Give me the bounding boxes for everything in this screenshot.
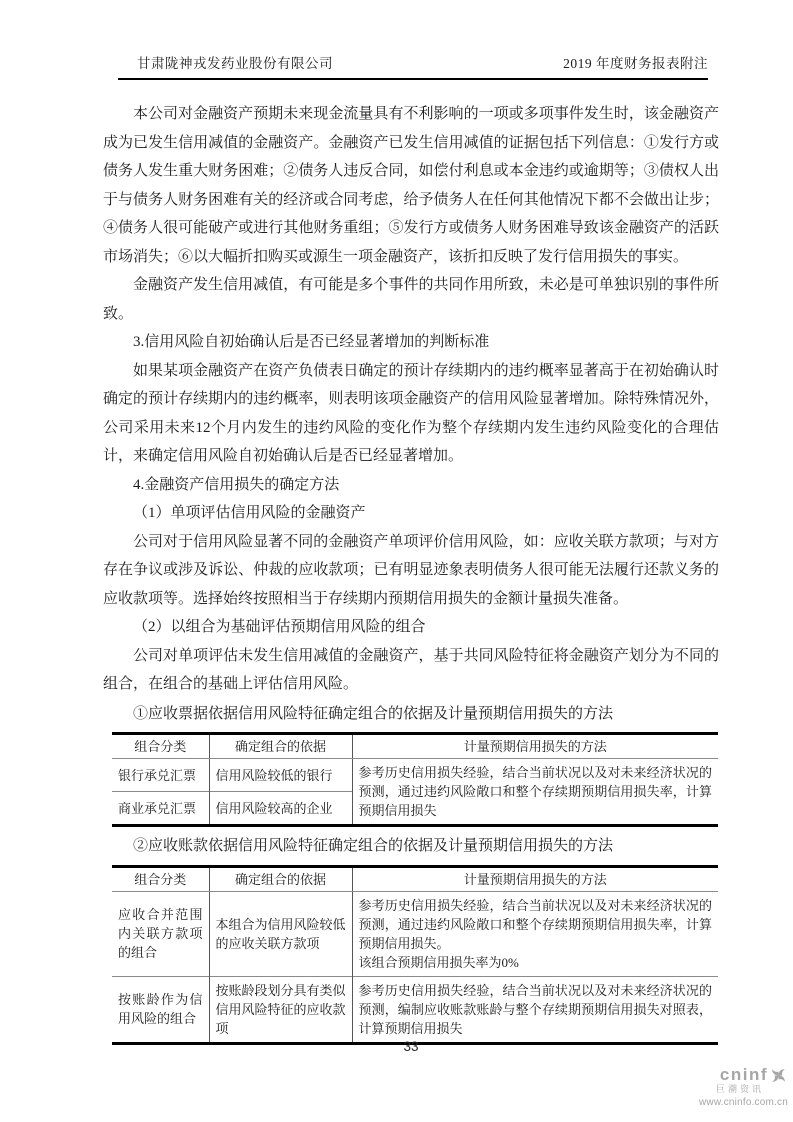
company-name: 甘肃陇神戎发药业股份有限公司	[137, 56, 333, 71]
paragraph-multiple-events: 金融资产发生信用减值，有可能是多个事件的共同作用所致，未必是可单独识别的事件所致。	[103, 277, 719, 322]
cninfo-logo-row	[688, 1066, 788, 1085]
heading-individual-assessment: （1）单项评估信用风险的金融资产	[133, 505, 366, 521]
cell-basis: 信用风险较低的银行	[209, 759, 352, 792]
table-row	[112, 891, 718, 976]
table1-caption: ①应收票据依据信用风险特征确定组合的依据及计量预期信用损失的方法	[133, 705, 614, 722]
method-text: 参考历史信用损失经验，结合当前状况以及对未来经济状况的预测，通过违约风险敞口和整个存续期预期信用损失率，计算预期信用损失。	[358, 897, 712, 951]
table-row	[112, 976, 718, 1043]
column-header-method: 计量预期信用损失的方法	[352, 866, 718, 891]
table-header-row	[112, 866, 718, 891]
cninfo-logo	[688, 1066, 788, 1108]
cell-basis: 信用风险较高的企业	[209, 792, 352, 826]
cell-method	[352, 976, 718, 1043]
paragraph-portfolio-assessment: 公司对单项评估未发生信用减值的金融资产，基于共同风险特征将金融资产划分为不同的组合，在组合的基础上评估信用风险。	[103, 647, 719, 692]
heading-credit-risk-criteria: 3.信用风险自初始确认后是否已经显著增加的判断标准	[133, 334, 490, 350]
column-header-method: 计量预期信用损失的方法	[352, 734, 718, 759]
paragraph-default-probability: 如果某项金融资产在资产负债表日确定的预计存续期内的违约概率显著高于在初始确认时确定的预计存续期内的违约概率，则表明该项金融资产的信用风险显著增加。除特殊情况外，公司采用未来12个月内发生的违约风险的变化作为整个存续期内发生违约风险变化的合理估计，来确定信用风险自初始确认后是否已经显著增加。	[103, 362, 719, 464]
cell-category: 按账龄作为信用风险的组合	[112, 976, 209, 1043]
notes-receivable-table	[112, 732, 718, 827]
page-number: 33	[403, 1039, 419, 1054]
report-title: 2019 年度财务报表附注	[563, 56, 708, 71]
cell-category: 银行承兑汇票	[118, 767, 197, 783]
column-header-basis: 确定组合的依据	[209, 734, 352, 759]
cell-category: 商业承兑汇票	[112, 792, 209, 826]
table-row	[112, 759, 718, 792]
heading-credit-loss-method: 4.金融资产信用损失的确定方法	[133, 476, 340, 493]
method-note: 该组合预期信用损失率为0%	[358, 954, 519, 970]
column-header-category: 组合分类	[112, 734, 209, 759]
swirl-icon	[769, 1066, 788, 1085]
column-header-basis: 确定组合的依据	[209, 866, 352, 891]
heading-portfolio-assessment: （2）以组合为基础评估预期信用风险的组合	[133, 619, 426, 635]
table-header-row	[112, 734, 718, 759]
cell-basis: 按账龄段划分具有类似信用风险特征的应收款项	[209, 976, 352, 1043]
cninfo-logo-url: www.cninfo.com.cn	[699, 1096, 788, 1108]
cninfo-logo-subtitle: 巨潮资讯	[715, 1084, 764, 1094]
cell-basis: 本组合为信用风险较低的应收关联方款项	[209, 891, 352, 976]
paragraph-individual-assessment: 公司对于信用风险显著不同的金融资产单项评价信用风险，如：应收关联方款项；与对方存在争议或涉及诉讼、仲裁的应收款项；已有明显迹象表明债务人很可能无法履行还款义务的应收款项等。选择始终按照相当于存续期内预期信用损失的金额计量损失准备。	[103, 533, 719, 607]
cell-category: 应收合并范围内关联方款项的组合	[118, 907, 203, 960]
accounts-receivable-table	[112, 865, 718, 1045]
table2-caption: ②应收账款依据信用风险特征确定组合的依据及计量预期信用损失的方法	[133, 838, 614, 854]
cell-method-merged: 参考历史信用损失经验，结合当前状况以及对未来经济状况的预测，通过违约风险敞口和整个存续期预期信用损失率，计算预期信用损失	[352, 759, 718, 826]
page-header	[118, 52, 708, 80]
paragraph-impairment-events: 本公司对金融资产预期未来现金流量具有不利影响的一项或多项事件发生时，该金融资产成为已发生信用减值的金融资产。金融资产已发生信用减值的证据包括下列信息：①发行方或债务人发生重大财务困难；②债务人违反合同，如偿付利息或本金违约或逾期等；③债权人出于与债务人财务困难有关的经济或合同考虑，给予债务人在任何其他情况下都不会做出让步；④债务人很可能破产或进行其他财务重组；⑤发行方或债务人财务困难导致该金融资产的活跃市场消失；⑥以大幅折扣购买或源生一项金融资产，该折扣反映了发行信用损失的事实。	[103, 106, 719, 265]
cell-method	[352, 891, 718, 976]
method-text: 参考历史信用损失经验，结合当前状况以及对未来经济状况的预测，编制应收账款账龄与整个存续期预期信用损失对照表，计算预期信用损失	[358, 982, 712, 1036]
cninfo-logo-text: cninf	[719, 1065, 768, 1085]
column-header-category: 组合分类	[112, 866, 209, 891]
document-body	[103, 100, 719, 1047]
